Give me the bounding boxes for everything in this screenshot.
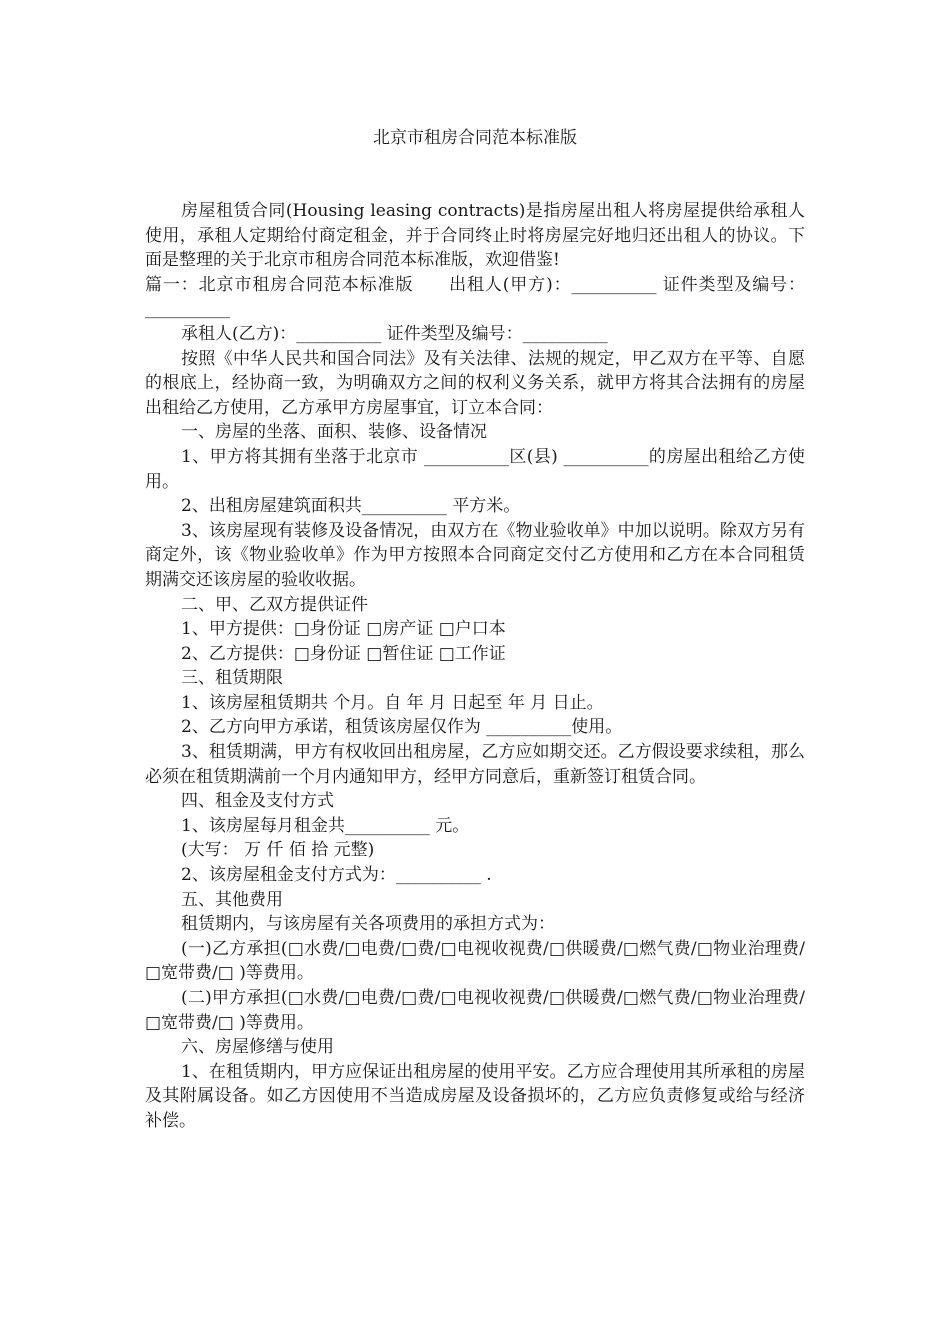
paragraph: 3、租赁期满，甲方有权收回出租房屋，乙方应如期交还。乙方假设要求续租，那么必须在租赁期满前一个月内通知甲方，经甲方同意后，重新签订租赁合同。 xyxy=(145,742,805,787)
paragraph: 二、甲、乙双方提供证件 xyxy=(181,594,368,615)
paragraph: 四、租金及支付方式 xyxy=(181,791,334,812)
paragraph: 2、乙方向甲方承诺，租赁该房屋仅作为 __________使用。 xyxy=(181,717,623,738)
paragraph: 1、甲方将其拥有坐落于北京市 __________区(县) __________的房屋出租给乙方使用。 xyxy=(145,446,805,492)
paragraph: 2、该房屋租金支付方式为：__________ . xyxy=(181,865,492,886)
paragraph: 房屋租赁合同(Housing leasing contracts)是指房屋出租人将房屋提供给承租人使用，承租人定期给付商定租金，并于合同终止时将房屋完好地归还出租人的协议。下面是整理的关于北京市租房合同范本标准版，欢迎借鉴! xyxy=(145,201,805,271)
paragraph: (二)甲方承担(□水费/□电费/□费/□电视收视费/□供暖费/□燃气费/□物业治理费/□宽带费/□ )等费用。 xyxy=(145,988,805,1033)
paragraph: 2、出租房屋建筑面积共__________ 平方米。 xyxy=(181,496,521,517)
paragraph: 篇一：北京市租房合同范本标准版 出租人(甲方)：__________ 证件类型及编号：__________ xyxy=(145,274,805,320)
paragraph: 承租人(乙方)：__________ 证件类型及编号：__________ xyxy=(181,323,608,344)
paragraph: 2、乙方提供：□身份证 □暂住证 □工作证 xyxy=(181,643,506,664)
paragraph: (大写： 万 仟 佰 拾 元整) xyxy=(181,840,375,861)
paragraph: (一)乙方承担(□水费/□电费/□费/□电视收视费/□供暖费/□燃气费/□物业治理费/□宽带费/□ )等费用。 xyxy=(145,938,805,984)
paragraph: 1、在租赁期内，甲方应保证出租房屋的使用平安。乙方应合理使用其所承租的房屋及其附属设备。如乙方因使用不当造成房屋及设备损坏的，乙方应负责修复或给与经济补偿。 xyxy=(145,1061,805,1131)
paragraph: 3、该房屋现有装修及设备情况，由双方在《物业验收单》中加以说明。除双方另有商定外，该《物业验收单》作为甲方按照本合同商定交付乙方使用和乙方在本合同租赁期满交还该房屋的验收收据。 xyxy=(145,520,805,590)
paragraph: 租赁期内，与该房屋有关各项费用的承担方式为： xyxy=(181,914,555,935)
paragraph: 三、租赁期限 xyxy=(181,668,283,689)
paragraph: 一、房屋的坐落、面积、装修、设备情况 xyxy=(181,422,487,443)
paragraph: 1、该房屋每月租金共__________ 元。 xyxy=(181,815,470,836)
paragraph: 按照《中华人民共和国合同法》及有关法律、法规的规定，甲乙双方在平等、自愿的根底上，经协商一致，为明确双方之间的权利义务关系，就甲方将其合法拥有的房屋出租给乙方使用，乙方承甲方房屋事宜，订立本合同： xyxy=(145,348,805,418)
paragraph: 1、甲方提供：□身份证 □房产证 □户口本 xyxy=(181,619,506,640)
document-body xyxy=(145,199,805,1134)
paragraph: 五、其他费用 xyxy=(181,889,283,910)
paragraph: 1、该房屋租赁期共 个月。自 年 月 日起至 年 月 日止。 xyxy=(181,692,604,713)
paragraph: 六、房屋修缮与使用 xyxy=(181,1037,334,1058)
document-title: 北京市租房合同范本标准版 xyxy=(373,128,577,148)
